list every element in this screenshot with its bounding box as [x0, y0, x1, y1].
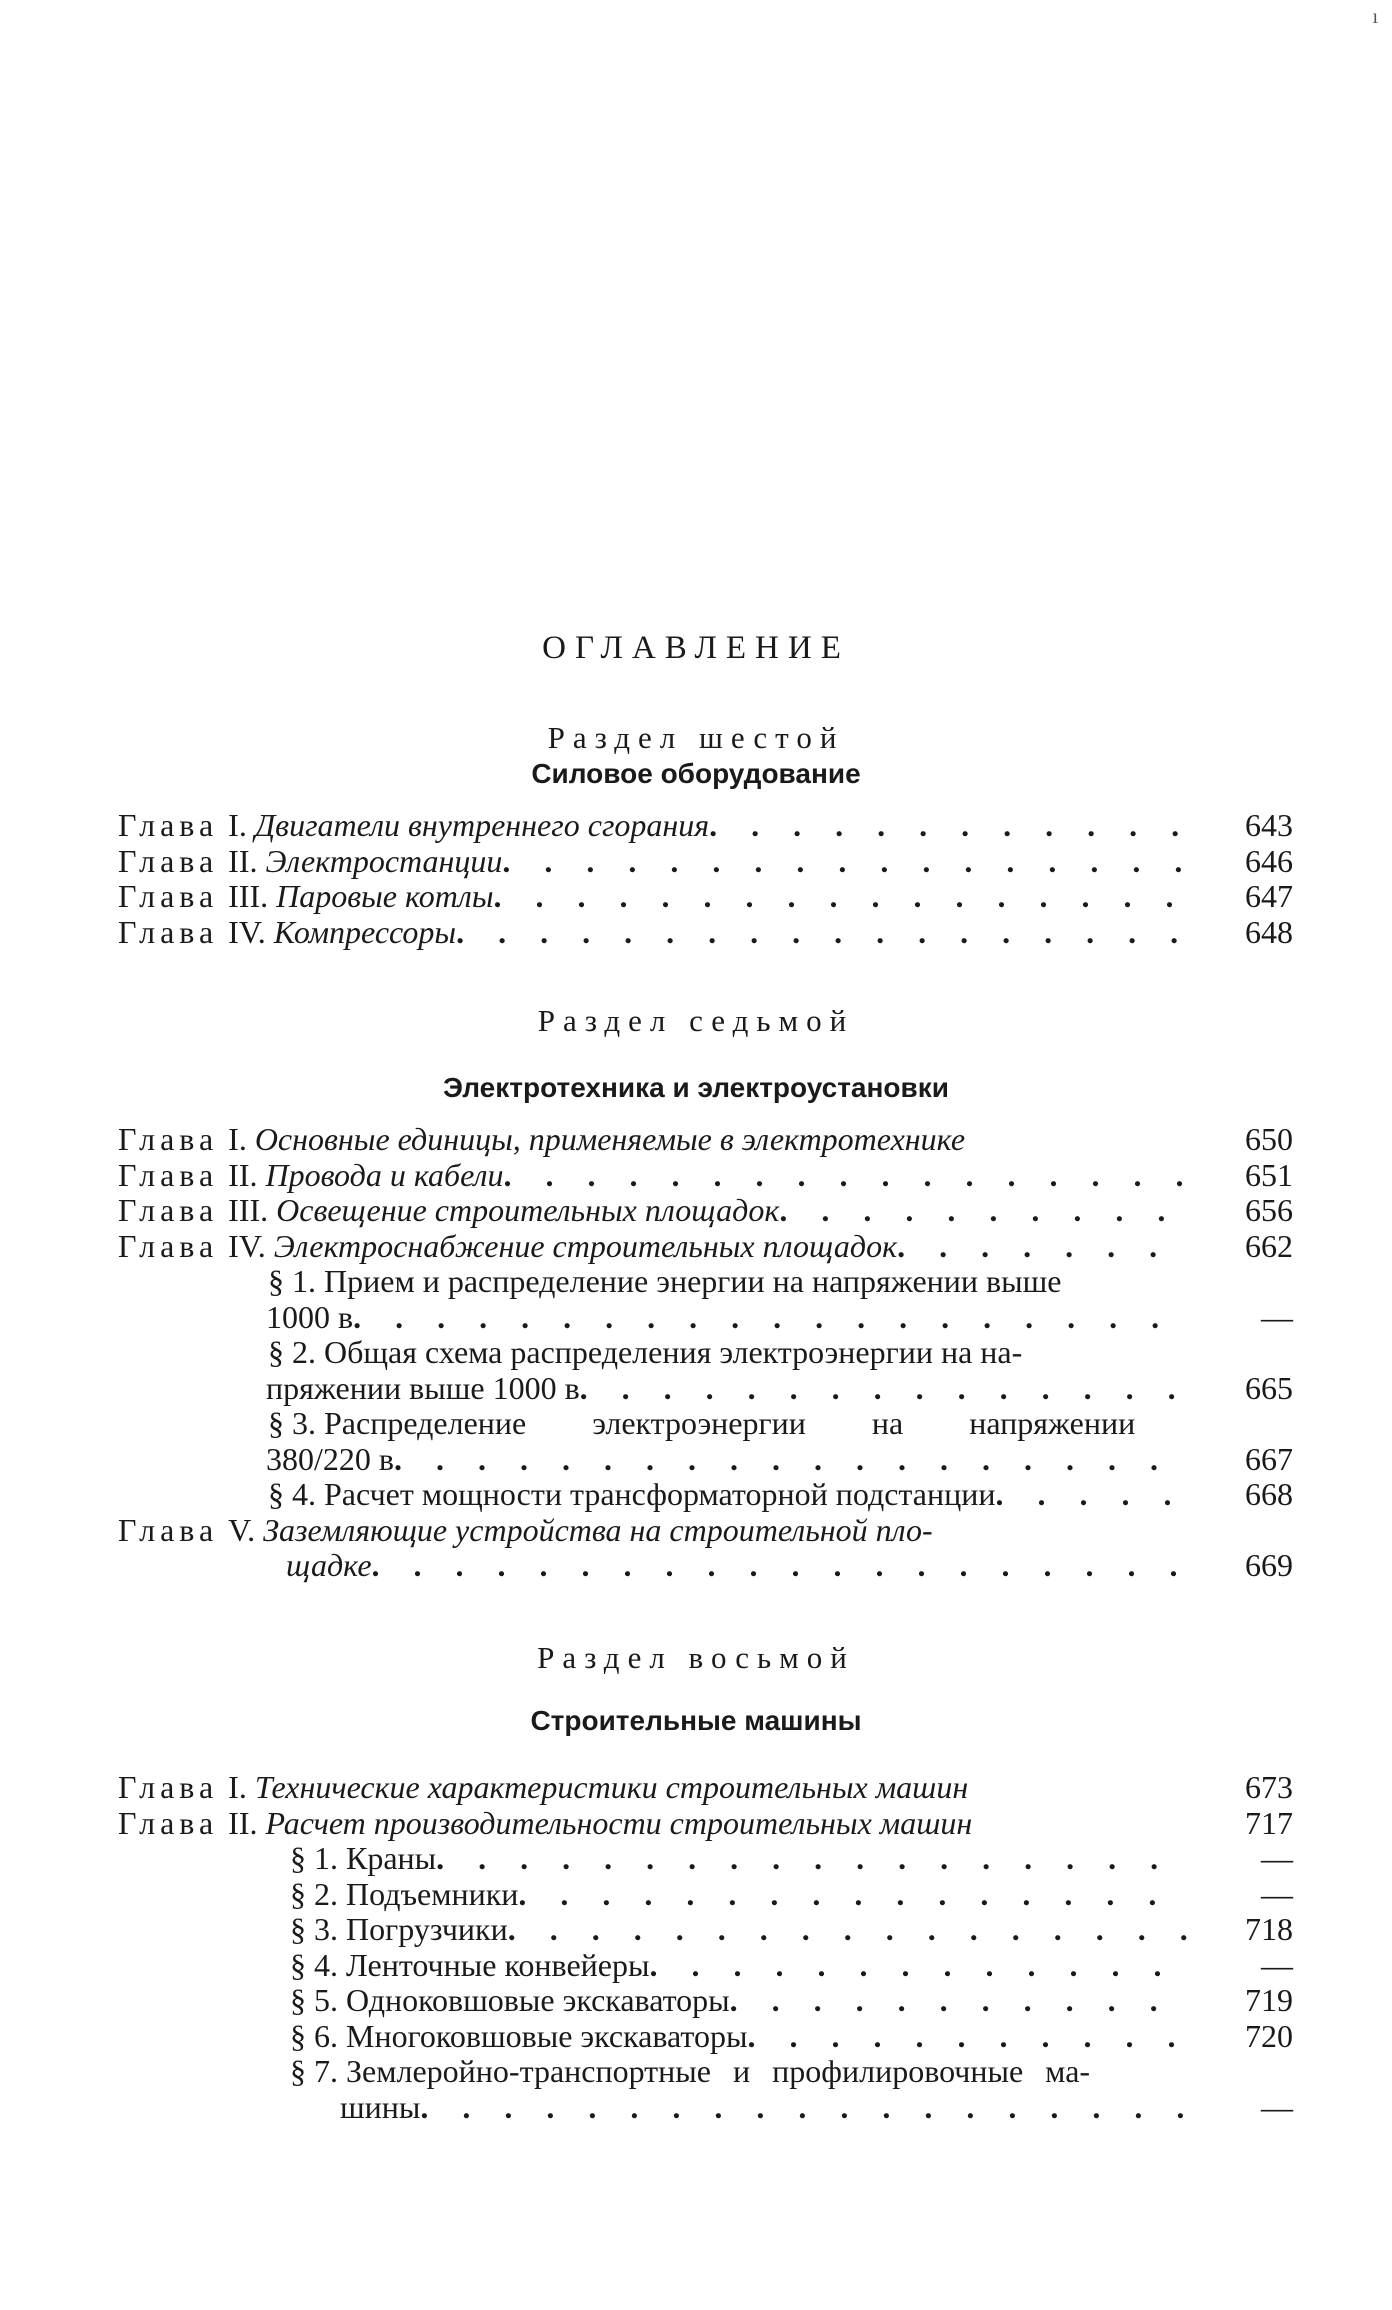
section-8-toc — [118, 1770, 1293, 2125]
entry-page: 650 — [1245, 1121, 1293, 1157]
dot-leader — [747, 2019, 1187, 2055]
section-7-label: Раздел седьмой — [537, 1003, 855, 1038]
toc-subentry[interactable] — [118, 2019, 1293, 2055]
entry-page: 719 — [1245, 1982, 1293, 2018]
entry-number: 4. — [292, 1477, 316, 1512]
entry-lead: § — [290, 2018, 306, 2054]
toc-entry[interactable] — [118, 1513, 1293, 1584]
section-7-name: Электротехника и электроустановки — [443, 1072, 949, 1103]
entry-page: 669 — [1245, 1547, 1293, 1583]
entry-title: Паровые котлы — [276, 879, 494, 914]
entry-lead: § — [268, 1335, 284, 1370]
entry-title: Одноковшовые экскаваторы — [346, 1983, 730, 2018]
entry-lead: § — [290, 2054, 306, 2089]
entry-page: 643 — [1245, 807, 1293, 843]
dot-leader — [456, 915, 1187, 951]
entry-title: Землеройно-транспортные и профилировочные ма- — [346, 2054, 1091, 2089]
toc-entry[interactable] — [118, 844, 1293, 880]
dot-leader — [372, 1548, 1187, 1584]
entry-lead: Глава — [118, 1122, 219, 1157]
section-6-toc — [118, 808, 1293, 950]
dot-leader — [897, 1229, 1187, 1265]
entry-page: — — [1261, 1946, 1293, 1983]
toc-subentry[interactable] — [118, 1912, 1293, 1948]
entry-lead: Глава — [118, 843, 219, 879]
entry-page: — — [1261, 1298, 1293, 1335]
toc-entry[interactable] — [118, 1806, 1293, 1842]
entry-title: Компрессоры — [273, 914, 457, 950]
entry-title-cont: пряжении выше 1000 в — [266, 1370, 580, 1406]
toc-subentry[interactable] — [118, 2054, 1293, 2125]
entry-lead: Глава — [118, 1193, 219, 1228]
entry-title: Подъемники — [346, 1876, 519, 1912]
scan-mark: ı — [1372, 6, 1378, 28]
entry-page: 718 — [1245, 1911, 1293, 1947]
entry-page: 646 — [1245, 842, 1293, 879]
entry-title: Электростанции — [265, 843, 503, 879]
entry-title: Расчет производительности строительных машин — [265, 1805, 973, 1841]
entry-lead: Глава — [118, 879, 219, 914]
dot-leader — [420, 2090, 1187, 2126]
entry-number: 1. — [292, 1264, 316, 1299]
dot-leader — [996, 1477, 1188, 1513]
dot-leader — [518, 1877, 1187, 1913]
toc-title: ОГЛАВЛЕНИЕ — [542, 630, 850, 666]
dot-leader — [394, 1442, 1187, 1478]
dot-leader — [649, 1948, 1187, 1984]
entry-title: Краны — [346, 1841, 437, 1876]
entry-title: Погрузчики — [346, 1912, 508, 1947]
entry-page: — — [1261, 2088, 1293, 2125]
toc-entry[interactable] — [118, 915, 1293, 951]
entry-number: 1. — [314, 1841, 338, 1876]
entry-lead: Глава — [118, 1228, 219, 1264]
toc-subentry[interactable] — [118, 1264, 1293, 1335]
entry-number: 2. — [292, 1335, 316, 1370]
toc-entry[interactable] — [118, 879, 1293, 915]
entry-page: 668 — [1245, 1476, 1293, 1512]
entry-number: I. — [228, 808, 247, 843]
dot-leader — [493, 879, 1187, 915]
dot-leader — [709, 808, 1187, 844]
section-6-name: Силовое оборудование — [531, 758, 861, 789]
entry-number: 6. — [314, 2018, 338, 2054]
entry-number: 7. — [314, 2054, 338, 2089]
entry-title-cont: щадке — [286, 1548, 372, 1583]
toc-subentry[interactable] — [118, 1877, 1293, 1913]
toc-subentry[interactable] — [118, 1477, 1293, 1513]
entry-title: Ленточные конвейеры — [346, 1947, 650, 1983]
entry-title: Технические характеристики строительных машин — [254, 1770, 969, 1805]
entry-number: I. — [228, 1770, 247, 1805]
entry-lead: § — [290, 1947, 306, 1983]
entry-title: Основные единицы, применяемые в электротехнике — [254, 1122, 966, 1157]
entry-page: 662 — [1245, 1227, 1293, 1264]
entry-title: Электроснабжение строительных площадок — [273, 1228, 898, 1264]
entry-number: III. — [228, 879, 269, 914]
section-8-label: Раздел восьмой — [537, 1640, 855, 1675]
entry-lead: Глава — [118, 1157, 219, 1193]
entry-lead: § — [268, 1477, 284, 1512]
entry-title-cont: шины — [340, 2089, 421, 2125]
dot-leader — [502, 844, 1187, 880]
dot-leader — [353, 1300, 1187, 1336]
entry-page: 720 — [1245, 2017, 1293, 2054]
entry-page: 717 — [1245, 1804, 1293, 1841]
entry-number: 3. — [314, 1912, 338, 1947]
dot-leader — [503, 1158, 1187, 1194]
toc-subentry[interactable] — [118, 1948, 1293, 1984]
entry-lead: Глава — [118, 808, 219, 843]
entry-title: Прием и распределение энергии на напряжении выше — [324, 1264, 1062, 1299]
toc-entry[interactable] — [118, 1193, 1293, 1229]
entry-number: 3. — [292, 1406, 316, 1441]
entry-lead: Глава — [118, 1512, 219, 1548]
section-8-name: Строительные машины — [530, 1705, 862, 1736]
entry-lead: § — [290, 1841, 306, 1876]
entry-lead: § — [268, 1264, 284, 1299]
entry-page: 665 — [1245, 1369, 1293, 1406]
entry-number: II. — [228, 1157, 258, 1193]
toc-entry[interactable] — [118, 1158, 1293, 1194]
entry-page: 673 — [1245, 1769, 1293, 1805]
entry-title: Расчет мощности трансформаторной подстанции — [324, 1477, 996, 1512]
entry-lead: Глава — [118, 914, 219, 950]
entry-number: V. — [228, 1512, 256, 1548]
entry-page: 656 — [1245, 1192, 1293, 1228]
entry-number: III. — [228, 1193, 269, 1228]
toc-entry[interactable] — [118, 808, 1293, 844]
entry-title: Многоковшовые экскаваторы — [346, 2018, 748, 2054]
entry-title: Провода и кабели — [265, 1157, 504, 1193]
toc-subentry[interactable] — [118, 1983, 1293, 2019]
entry-lead: § — [268, 1406, 284, 1441]
toc-subentry[interactable] — [118, 1841, 1293, 1877]
entry-page: 651 — [1245, 1156, 1293, 1193]
toc-subentry[interactable] — [118, 1335, 1293, 1406]
entry-lead: § — [290, 1912, 306, 1947]
entry-number: 4. — [314, 1947, 338, 1983]
section-6-label: Раздел шестой — [547, 720, 845, 755]
entry-number: 5. — [314, 1983, 338, 2018]
entry-page: 648 — [1245, 913, 1293, 950]
entry-lead: § — [290, 1983, 306, 2018]
dot-leader — [436, 1841, 1187, 1877]
entry-page: 647 — [1245, 878, 1293, 914]
dot-leader — [730, 1983, 1187, 2019]
dot-leader — [508, 1912, 1187, 1948]
entry-title: Общая схема распределения электроэнергии на на- — [324, 1335, 1023, 1370]
entry-number: 2. — [314, 1876, 338, 1912]
entry-lead: Глава — [118, 1805, 219, 1841]
toc-entry[interactable] — [118, 1122, 1293, 1158]
entry-title: Двигатели внутреннего сгорания — [254, 808, 710, 843]
dot-leader — [779, 1193, 1187, 1229]
entry-title: Освещение строительных площадок — [276, 1193, 780, 1228]
entry-number: II. — [228, 843, 258, 879]
entry-lead: § — [290, 1876, 306, 1912]
toc-subentry[interactable] — [118, 1406, 1293, 1477]
entry-page: 667 — [1245, 1440, 1293, 1477]
entry-number: IV. — [228, 914, 266, 950]
entry-title: Заземляющие устройства на строительной пло- — [263, 1512, 933, 1548]
entry-number: IV. — [228, 1228, 266, 1264]
toc-entry[interactable] — [118, 1229, 1293, 1265]
entry-page: — — [1261, 1875, 1293, 1912]
section-7-toc — [118, 1122, 1293, 1584]
entry-number: I. — [228, 1122, 247, 1157]
toc-entry[interactable] — [118, 1770, 1293, 1806]
dot-leader — [580, 1371, 1187, 1407]
entry-title-cont: 380/220 в — [266, 1441, 394, 1477]
entry-title: Распределение электроэнергии на напряжении — [324, 1406, 1136, 1441]
entry-number: II. — [228, 1805, 258, 1841]
entry-page: — — [1261, 1840, 1293, 1876]
entry-title-cont: 1000 в — [266, 1299, 354, 1335]
entry-lead: Глава — [118, 1770, 219, 1805]
